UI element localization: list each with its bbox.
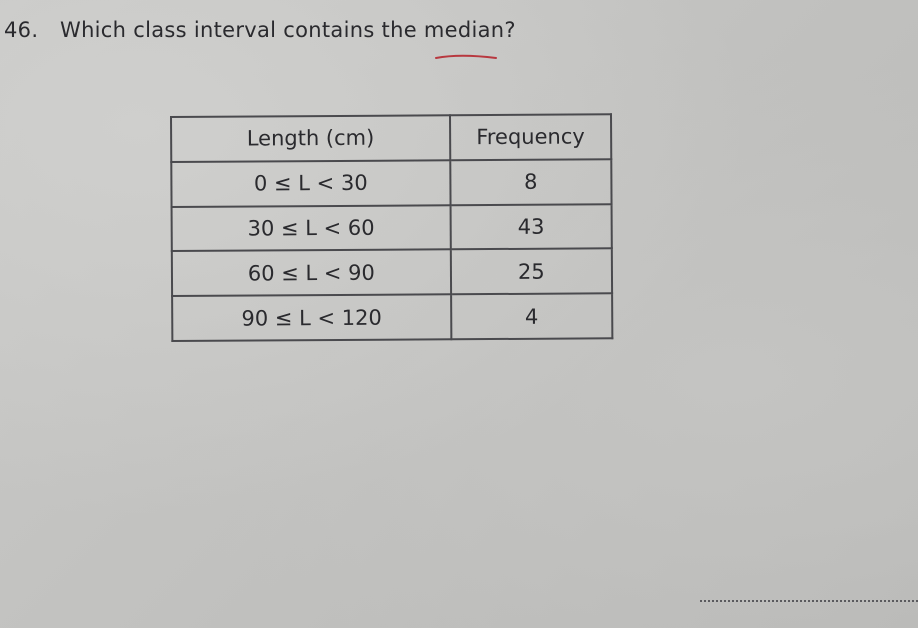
frequency-table — [170, 113, 613, 342]
question-number: 46. — [4, 18, 39, 42]
header-length: Length (cm) — [171, 115, 450, 161]
interval-cell: 60 ≤ L < 90 — [172, 250, 451, 296]
answer-line — [700, 600, 918, 602]
table-row — [172, 204, 612, 251]
table-row — [172, 249, 612, 296]
table-row — [171, 159, 611, 206]
interval-cell: 30 ≤ L < 60 — [172, 205, 451, 251]
frequency-cell: 8 — [450, 159, 611, 205]
pen-underline-mark — [434, 53, 498, 61]
question — [4, 18, 516, 42]
header-frequency: Frequency — [450, 114, 611, 160]
question-text: Which class interval contains the median? — [60, 18, 516, 42]
table-row — [172, 293, 612, 340]
table-header-row — [171, 114, 611, 161]
frequency-cell: 25 — [451, 249, 612, 295]
interval-cell: 0 ≤ L < 30 — [171, 160, 450, 206]
frequency-cell: 4 — [451, 293, 612, 339]
frequency-cell: 43 — [450, 204, 611, 250]
interval-cell: 90 ≤ L < 120 — [172, 294, 451, 341]
